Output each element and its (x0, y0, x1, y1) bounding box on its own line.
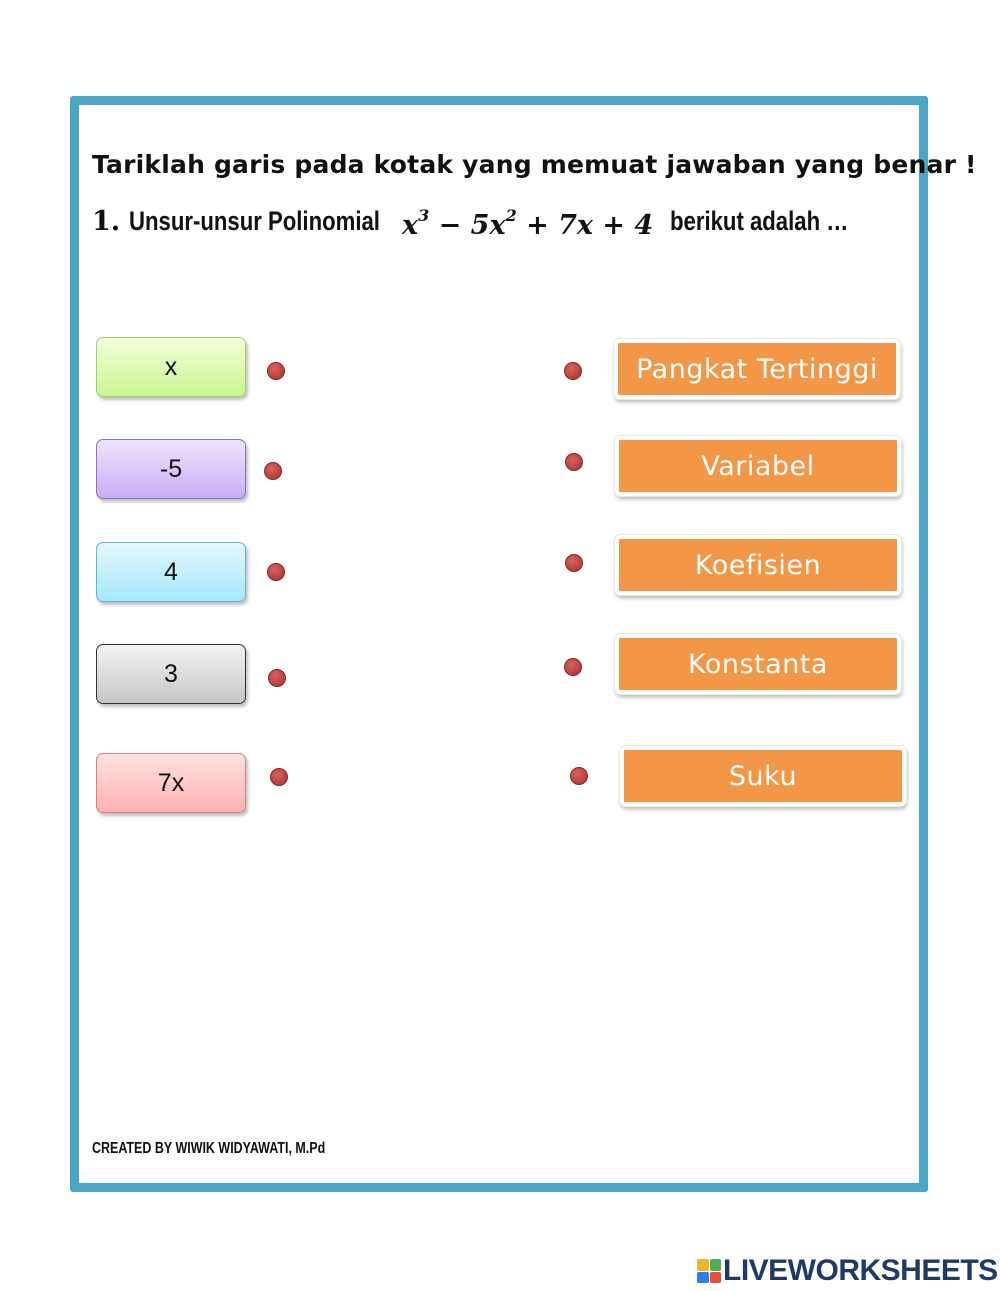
question-line (92, 206, 849, 241)
answer-box-pangkat-tertinggi: Pangkat Tertinggi (614, 339, 900, 399)
right-connector-dot-5[interactable] (570, 767, 588, 785)
left-connector-dot-3[interactable] (267, 563, 285, 581)
left-box-4: 4 (96, 542, 246, 602)
left-box-x: x (96, 337, 246, 397)
answer-box-koefisien: Koefisien (615, 535, 901, 595)
polynomial-expression: $x^3 - 5x^2 + 7x + 4$ (402, 206, 654, 241)
left-box-minus-5: -5 (96, 439, 246, 499)
right-connector-dot-1[interactable] (564, 362, 582, 380)
question-text: Unsur-unsur Polinomial (128, 206, 380, 236)
liveworksheets-logo[interactable] (697, 1254, 998, 1288)
left-connector-dot-1[interactable] (267, 362, 285, 380)
left-box-3: 3 (96, 644, 246, 704)
creator-credit: CREATED BY WIWIK WIDYAWATI, M.Pd (92, 1140, 326, 1157)
instruction-text: Tariklah garis pada kotak yang memuat jawaban yang benar ! (92, 150, 977, 179)
liveworksheets-brand-text: LIVEWORKSHEETS (723, 1254, 998, 1287)
left-connector-dot-5[interactable] (270, 768, 288, 786)
right-connector-dot-4[interactable] (564, 658, 582, 676)
answer-box-konstanta: Konstanta (615, 634, 901, 694)
right-connector-dot-2[interactable] (565, 453, 583, 471)
liveworksheets-logo-icon (697, 1259, 721, 1283)
left-connector-dot-2[interactable] (264, 462, 282, 480)
left-connector-dot-4[interactable] (268, 669, 286, 687)
answer-box-suku: Suku (620, 746, 906, 806)
left-box-7x: 7x (96, 753, 246, 813)
answer-box-variabel: Variabel (615, 436, 901, 496)
question-tail: berikut adalah … (670, 206, 849, 236)
question-number: 1. (92, 206, 121, 237)
right-connector-dot-3[interactable] (565, 554, 583, 572)
